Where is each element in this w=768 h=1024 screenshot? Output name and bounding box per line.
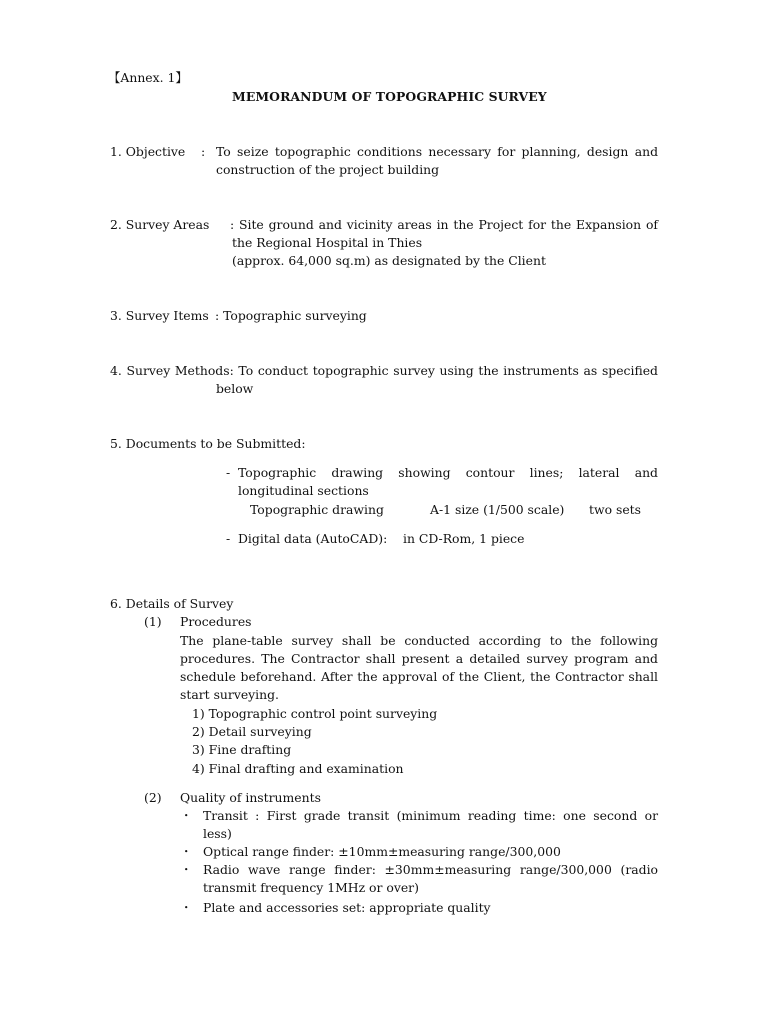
drawing-name: Topographic drawing (250, 502, 384, 517)
bullet-dot-icon: ・ (180, 862, 193, 877)
drawing-sets: two sets (589, 502, 642, 517)
procedure-step: 3) Fine drafting (192, 742, 292, 757)
objective-label: 1. Objective (110, 144, 186, 159)
procedure-step: 1) Topographic control point surveying (192, 706, 438, 721)
objective-colon: : (201, 144, 206, 159)
survey-methods-line1: 4. Survey Methods: To conduct topographic survey using the instruments as specified (110, 363, 658, 378)
quality-plate-accessories: Plate and accessories set: appropriate quality (203, 900, 491, 915)
procedure-paragraph-line4: start surveying. (180, 687, 279, 702)
documents-bullet2-text: Digital data (AutoCAD): (238, 531, 388, 546)
documents-bullet2-detail: in CD-Rom, 1 piece (403, 531, 525, 546)
survey-methods-line2: below (216, 381, 254, 396)
survey-items-text: : Topographic surveying (215, 308, 367, 323)
survey-areas-line1: : Site ground and vicinity areas in the Project for the Expansion of (230, 217, 658, 232)
bullet-dot-icon: ・ (180, 900, 193, 915)
procedure-paragraph-line3: schedule beforehand. After the approval of the Client, the Contractor shall (180, 669, 658, 684)
survey-areas-label: 2. Survey Areas (110, 217, 210, 232)
details-sub1-label: Procedures (180, 614, 252, 629)
quality-radio-range-finder-line1: Radio wave range finder: ±30mm±measuring range/300,000 (radio (203, 862, 658, 877)
drawing-size: A-1 size (1/500 scale) (430, 502, 565, 517)
quality-transit-line1: Transit : First grade transit (minimum reading time: one second or (203, 808, 658, 823)
survey-areas-line2: the Regional Hospital in Thies (232, 235, 423, 250)
quality-radio-range-finder-line2: transmit frequency 1MHz or over) (203, 880, 419, 895)
details-sub1-number: (1) (144, 614, 162, 629)
bullet-dot-icon: ・ (180, 844, 193, 859)
bullet-dot-icon: ・ (180, 808, 193, 823)
details-label: 6. Details of Survey (110, 596, 234, 611)
documents-bullet1-dash: - (226, 465, 231, 480)
documents-bullet2-dash: - (226, 531, 231, 546)
objective-text-line2: construction of the project building (216, 162, 440, 177)
survey-areas-line3: (approx. 64,000 sq.m) as designated by the Client (232, 253, 546, 268)
procedure-step: 2) Detail surveying (192, 724, 312, 739)
documents-bullet1-line2: longitudinal sections (238, 483, 369, 498)
procedure-step: 4) Final drafting and examination (192, 761, 404, 776)
annex-label: 【Annex. 1】 (108, 70, 188, 85)
procedure-paragraph-line1: The plane-table survey shall be conducted according to the following (180, 633, 658, 648)
documents-bullet1-line1: Topographic drawing showing contour lines; lateral and (238, 465, 658, 480)
details-sub2-label: Quality of instruments (180, 790, 321, 805)
quality-transit-line2: less) (203, 826, 232, 841)
documents-label: 5. Documents to be Submitted: (110, 436, 306, 451)
objective-text-line1: To seize topographic conditions necessary for planning, design and (216, 144, 658, 159)
page-title: MEMORANDUM OF TOPOGRAPHIC SURVEY (232, 89, 547, 104)
procedure-paragraph-line2: procedures. The Contractor shall present a detailed survey program and (180, 651, 658, 666)
quality-optical-range-finder: Optical range finder: ±10mm±measuring range/300,000 (203, 844, 561, 859)
details-sub2-number: (2) (144, 790, 162, 805)
survey-items-label: 3. Survey Items (110, 308, 209, 323)
